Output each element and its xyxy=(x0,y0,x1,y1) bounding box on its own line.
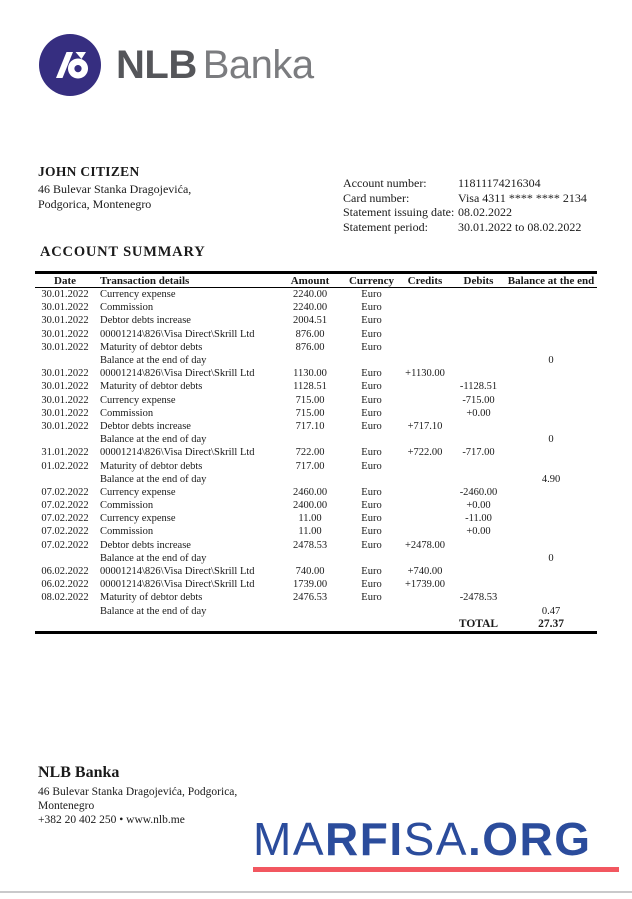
footer-address-line1: 46 Bulevar Stanka Dragojevića, Podgorica, xyxy=(38,786,238,798)
marfisa-watermark xyxy=(253,814,625,872)
statement-period-label: Statement period: xyxy=(343,219,428,234)
recipient-address-line2: Podgorica, Montenegro xyxy=(38,196,152,211)
table-total-row xyxy=(35,618,597,634)
table-row: Balance at the end of day 0 xyxy=(100,434,554,446)
statement-issuing-date-label: Statement issuing date: xyxy=(343,205,455,219)
account-number-row xyxy=(343,176,587,191)
watermark-text: MARFISA.ORG xyxy=(253,813,592,865)
table-row: 30.01.2022 00001214\826\Visa Direct\Skrill Ltd 1130.00 Euro +1130.00 xyxy=(41,368,445,380)
recipient-block xyxy=(38,164,191,211)
footer-bank-name: NLB Banka xyxy=(38,764,120,781)
table-row: 30.01.2022 00001214\826\Visa Direct\Skrill Ltd 876.00 Euro xyxy=(41,328,382,340)
total-value: 27.37 xyxy=(538,618,564,631)
footer-contact-line: +382 20 402 250 • www.nlb.me xyxy=(38,814,185,826)
statement-issuing-date-row xyxy=(343,205,587,220)
table-row: 07.02.2022 Currency expense 2460.00 Euro -2460.00 xyxy=(41,486,498,498)
footer-bank-block xyxy=(38,764,237,827)
table-row: 30.01.2022 Currency expense 715.00 Euro -715.00 xyxy=(41,394,495,406)
column-header-credits: Credits xyxy=(407,274,443,287)
column-header-currency: Currency xyxy=(348,274,394,287)
table-row: Balance at the end of day 0 xyxy=(100,552,554,564)
transactions-table xyxy=(35,271,597,634)
column-header-debits: Debits xyxy=(463,274,494,287)
account-number-label: Account number: xyxy=(343,176,427,190)
table-row: Balance at the end of day 4.90 xyxy=(100,473,561,485)
table-row: 07.02.2022 Commission 11.00 Euro +0.00 xyxy=(41,526,491,538)
account-info-block xyxy=(343,176,587,234)
bank-logo xyxy=(38,33,314,97)
total-label: TOTAL xyxy=(458,618,499,631)
table-row: 31.01.2022 00001214\826\Visa Direct\Skrill Ltd 722.00 Euro +722.00 -717.00 xyxy=(41,447,495,459)
page-bottom-divider xyxy=(0,891,632,893)
table-row: 30.01.2022 Maturity of debtor debts 1128.51 Euro -1128.51 xyxy=(41,381,498,393)
statement-period-value: 30.01.2022 to 08.02.2022 xyxy=(458,219,582,234)
table-row: 30.01.2022 Debtor debts increase 2004.51 Euro xyxy=(41,315,382,327)
watermark-underline xyxy=(253,867,619,872)
table-row: 30.01.2022 Commission 2240.00 Euro xyxy=(41,302,382,314)
table-row: 07.02.2022 Commission 2400.00 Euro +0.00 xyxy=(41,500,491,512)
table-body xyxy=(35,288,597,618)
table-row: Balance at the end of day 0.47 xyxy=(100,605,561,617)
table-row: 07.02.2022 Currency expense 11.00 Euro -11.00 xyxy=(41,513,492,525)
table-row: Balance at the end of day 0 xyxy=(100,355,554,367)
account-summary-title: ACCOUNT SUMMARY xyxy=(40,244,206,260)
logo-nlb-label: NLB xyxy=(116,42,197,87)
footer-address-line2: Montenegro xyxy=(38,800,95,812)
table-row: 06.02.2022 00001214\826\Visa Direct\Skrill Ltd 740.00 Euro +740.00 xyxy=(41,566,443,578)
recipient-name: JOHN CITIZEN xyxy=(38,164,140,179)
table-row: 30.01.2022 Commission 715.00 Euro +0.00 xyxy=(41,407,491,419)
logo-banka-label: Banka xyxy=(202,42,314,87)
table-header-row xyxy=(35,271,597,288)
table-row: 01.02.2022 Maturity of debtor debts 717.00 Euro xyxy=(41,460,382,472)
statement-issuing-date-value: 08.02.2022 xyxy=(458,205,512,219)
column-header-date: Date xyxy=(54,274,76,287)
column-header-transaction-details: Transaction details xyxy=(100,274,190,287)
card-number-row xyxy=(343,191,587,206)
column-header-amount: Amount xyxy=(290,274,330,287)
table-row: 30.01.2022 Maturity of debtor debts 876.00 Euro xyxy=(41,341,382,353)
bank-logo-text xyxy=(116,43,314,88)
recipient-address-line1: 46 Bulevar Stanka Dragojevića, xyxy=(38,182,192,196)
statement-period-row xyxy=(343,220,587,235)
table-row: 30.01.2022 Debtor debts increase 717.10 Euro +717.10 xyxy=(41,420,443,432)
account-number-value: 11811174216304 xyxy=(458,176,541,190)
nlb-logo-icon xyxy=(38,33,102,97)
table-row: 08.02.2022 Maturity of debtor debts 2476.53 Euro -2478.53 xyxy=(41,592,498,604)
table-row: 07.02.2022 Debtor debts increase 2478.53 Euro +2478.00 xyxy=(41,539,446,551)
table-row: 30.01.2022 Currency expense 2240.00 Euro xyxy=(41,289,382,301)
card-number-label: Card number: xyxy=(343,190,410,205)
table-row: 06.02.2022 00001214\826\Visa Direct\Skrill Ltd 1739.00 Euro +1739.00 xyxy=(41,579,446,591)
card-number-value: Visa 4311 **** **** 2134 xyxy=(458,190,587,205)
column-header-balance: Balance at the end xyxy=(507,274,595,287)
